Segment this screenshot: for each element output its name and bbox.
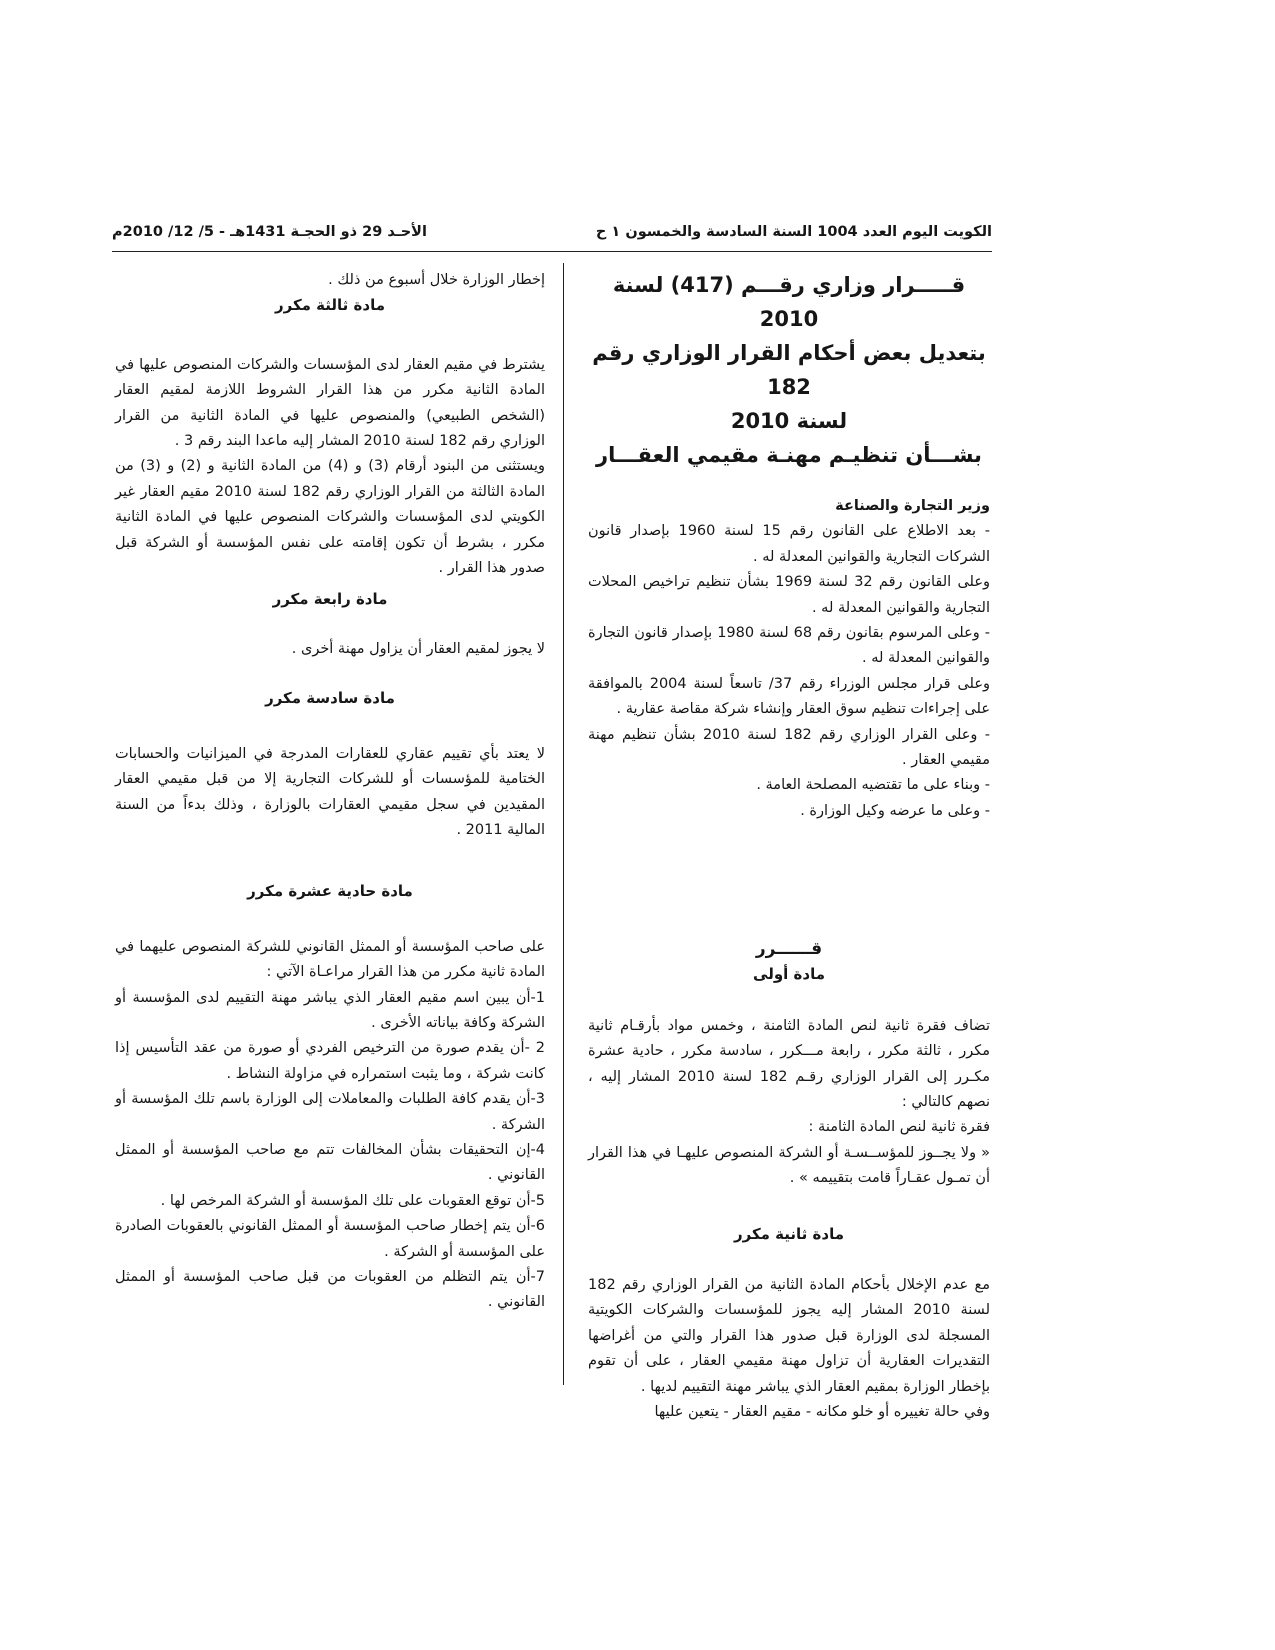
- preamble-item-5: - وعلى القرار الوزاري رقم 182 لسنة 2010 بشأن تنظيم مهنة مقيمي العقار .: [588, 726, 990, 769]
- preamble-item-3: - وعلى المرسوم بقانون رقم 68 لسنة 1980 بإصدار قانون التجارة والقوانين المعدلة له .: [588, 625, 990, 667]
- header-date: الأحـد 29 ذو الحجـة 1431هـ - 5/ 12/ 2010م: [112, 224, 427, 240]
- preamble-item-4: وعلى قرار مجلس الوزراء رقم 37/ تاسعاً لسنة 2004 بالموافقة على إجراءات تنظيم سوق العقار وإنشاء شركة مقاصة عقارية .: [588, 675, 990, 718]
- article-1-text: تضاف فقرة ثانية لنص المادة الثامنة ، وخمس مواد بأرقـام ثانية مكرر ، ثالثة مكرر ، رابعة مـــكرر ، سادسة مكرر ، حادية عشرة مكـرر إلى القرار الوزاري رقـم 182 لسنة 2010 المشار إليه ، نصهم كالتالي :: [588, 1017, 990, 1110]
- decree-title: [588, 268, 990, 472]
- article-11bis-item-3: 3-أن يقدم كافة الطلبات والمعاملات إلى الوزارة باسم تلك المؤسسة أو الشركة .: [115, 1091, 545, 1133]
- preamble-item-2: وعلى القانون رقم 32 لسنة 1969 بشأن تنظيم تراخيص المحلات التجارية والقوانين المعدلة له .: [588, 574, 991, 616]
- preamble-item-7: - وعلى ما عرضه وكيل الوزارة .: [800, 802, 990, 819]
- column-divider: [563, 263, 564, 1385]
- header-issue-info: الكويت اليوم العدد 1004 السنة السادسة والخمسون ١ ح: [595, 224, 992, 240]
- left-column: [115, 268, 545, 1316]
- article-11bis-item-7: 7-أن يتم التظلم من العقوبات من قبل صاحب المؤسسة أو الممثل القانوني .: [115, 1269, 545, 1311]
- decree-title-line-2: بتعديل بعض أحكام القرار الوزاري رقم 182: [592, 341, 986, 399]
- decree-title-line-4: بشـــأن تنظيـم مهنـة مقيمي العقـــار: [596, 443, 982, 467]
- paragraph-2-label: فقرة ثانية لنص المادة الثامنة :: [808, 1119, 990, 1136]
- right-column: [588, 268, 990, 1425]
- article-11bis-intro: على صاحب المؤسسة أو الممثل القانوني للشركة المنصوص عليهما في المادة ثانية مكرر من هذا القرار مراعـاة الآتي :: [115, 938, 545, 981]
- header-rule: [112, 251, 992, 252]
- article-2bis-title: مادة ثانية مكرر: [733, 1224, 844, 1243]
- article-11bis-item-5: 5-أن توقع العقوبات على تلك المؤسسة أو الشركة المرخص لها .: [160, 1192, 545, 1209]
- article-11bis-item-4: 4-إن التحقيقات بشأن المخالفات تتم مع صاحب المؤسسة أو الممثل القانوني .: [115, 1141, 545, 1184]
- decree-title-line-3: لسنة 2010: [730, 409, 848, 433]
- article-3bis-title: مادة ثالثة مكرر: [274, 296, 385, 315]
- article-2bis-text-cont: وفي حالة تغييره أو خلو مكانه - مقيم العقار - يتعين عليها: [654, 1403, 990, 1420]
- page-header: [112, 212, 992, 252]
- article-4bis-title: مادة رابعة مكرر: [272, 590, 388, 609]
- article-4bis-text: لا يجوز لمقيم العقار أن يزاول مهنة أخرى .: [291, 640, 545, 657]
- paragraph-2-text: « ولا يجــوز للمؤســسـة أو الشركة المنصوص عليهـا في هذا القرار أن تمـول عقـاراً قامت بتقييمه » .: [588, 1144, 990, 1187]
- article-11bis-item-2: 2 -أن يقدم صورة من الترخيص الفردي أو صورة من عقد التأسيس إذا كانت شركة ، وما يثبت استمراره في مزاولة النشاط .: [115, 1040, 545, 1082]
- decree-title-line-1: قـــــرار وزاري رقـــم (417) لسنة 2010: [612, 273, 966, 331]
- preamble-item-6: - وبناء على ما تقتضيه المصلحة العامة .: [756, 777, 990, 794]
- carry-over-text: إخطار الوزارة خلال أسبوع من ذلك .: [328, 272, 545, 288]
- preamble-item-1: - بعد الاطلاع على القانون رقم 15 لسنة 1960 بإصدار قانون الشركات التجارية والقوانين المعدلة له .: [588, 523, 990, 565]
- article-6bis-title: مادة سادسة مكرر: [265, 689, 395, 708]
- article-2bis-text: مع عدم الإخلال بأحكام المادة الثانية من القرار الوزاري رقم 182 لسنة 2010 المشار إليه يجوز للمؤسسات والشركات الكويتية المسجلة لدى الوزارة قبل صدور هذا القرار والتي من أغراضها التقديرات العقارية أن تزاول مهنة مقيمي العقار ، على أن تقوم بإخطار الوزارة بمقيم العقار الذي يباشر مهنة التقييم لديها .: [588, 1276, 990, 1395]
- article-3bis-text-2: ويستثنى من البنود أرقام (3) و (4) من المادة الثانية و (2) و (3) من المادة الثالثة من القرار الوزاري رقم 182 لسنة 2010 مقيم العقار غير الكويتي لدى المؤسسات والشركات المنصوص عليها في المادة الثانية مكرر ، بشرط أن تكون إقامته على نفس المؤسسة أو الشركة قبل صدور هذا القرار .: [115, 458, 545, 577]
- article-11bis-item-1: 1-أن يبين اسم مقيم العقار الذي يباشر مهنة التقييم لدى المؤسسة أو الشركة وكافة بياناته الأخرى .: [115, 989, 545, 1031]
- article-1-title: مادة أولى: [753, 965, 825, 984]
- article-11bis-item-6: 6-أن يتم إخطار صاحب المؤسسة أو الممثل القانوني بالعقوبات الصادرة على المؤسسة أو الشركة .: [115, 1218, 545, 1260]
- decided-heading: قــــــرر: [755, 939, 823, 960]
- article-6bis-text: لا يعتد بأي تقييم عقاري للعقارات المدرجة في الميزانيات والحسابات الختامية للمؤسسات أو للشركات التجارية إلا من قبل مقيمي العقار المقيدين في سجل مقيمي العقارات بالوزارة ، وذلك بدءاً من السنة المالية 2011 .: [115, 745, 545, 838]
- article-3bis-text-1: يشترط في مقيم العقار لدى المؤسسات والشركات المنصوص عليها في المادة الثانية مكرر من هذا القرار الشروط اللازمة لمقيم العقار (الشخص الطبيعي) والمنصوص عليها في المادة الثانية من القرار الوزاري رقم 182 لسنة 2010 المشار إليه ماعدا البند رقم 3 .: [115, 356, 545, 450]
- article-11bis-title: مادة حادية عشرة مكرر: [247, 882, 413, 901]
- minister-heading: وزير التجارة والصناعة: [835, 498, 990, 514]
